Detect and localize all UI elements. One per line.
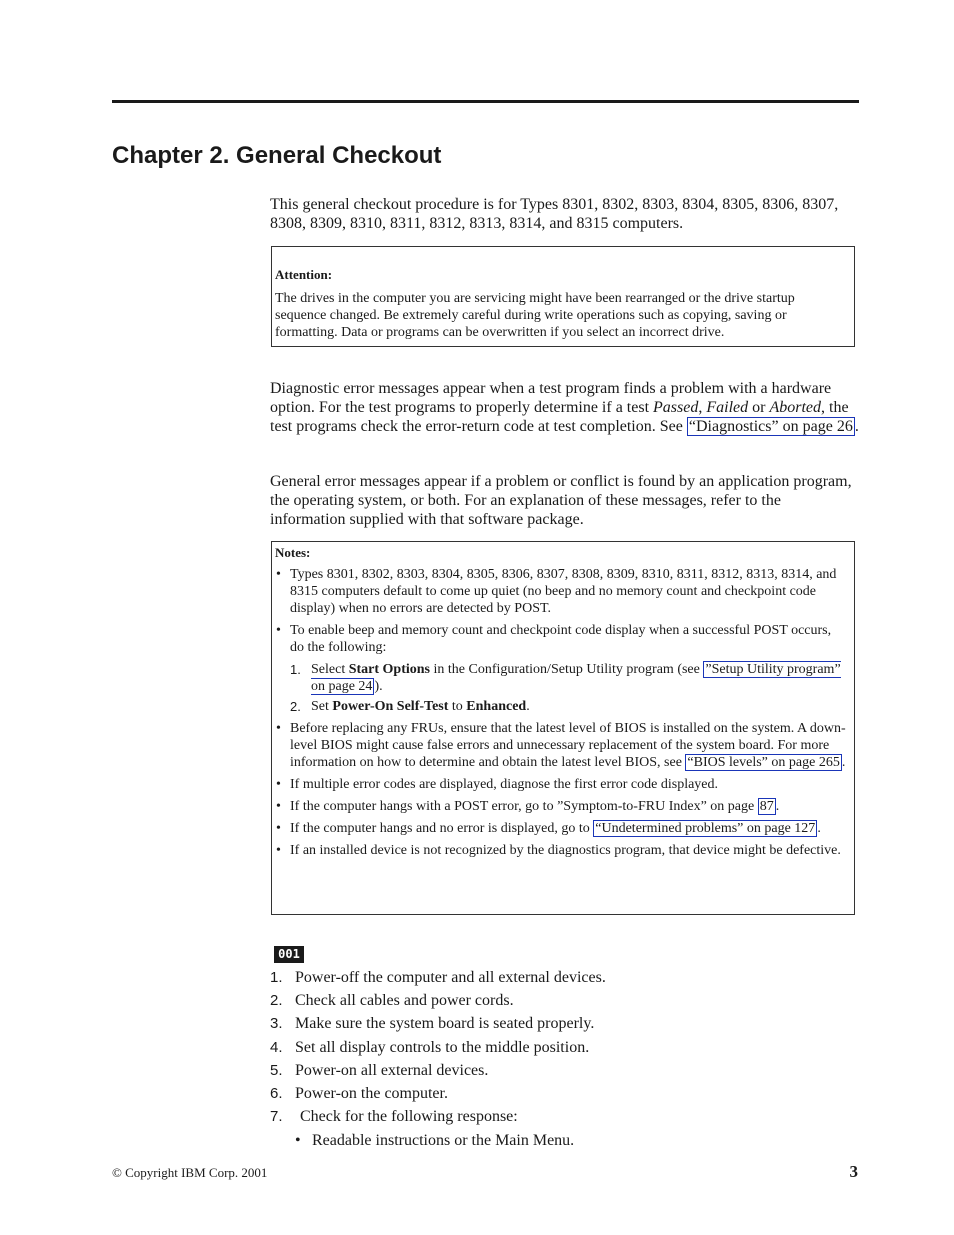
diag-text-3: or [748,399,770,416]
header-rule [112,100,859,103]
step-number: 1. [270,969,283,986]
copyright-footer: © Copyright IBM Corp. 2001 [112,1165,268,1180]
diag-failed: Failed [706,399,749,416]
subitem-text: ). [374,679,383,694]
step-text: Power-on the computer. [295,1084,448,1102]
notes-list [275,566,848,859]
step-item [270,968,830,991]
note-text: . [841,755,846,770]
diagnostic-paragraph [270,379,860,436]
step-text: Power-on all external devices. [295,1061,489,1079]
diag-passed: Passed [653,399,699,416]
step-item [270,1014,830,1037]
checkout-steps [270,968,830,1130]
step-number: 5. [270,1061,283,1079]
step-code-badge: 001 [274,946,304,963]
note-subitem [290,698,848,715]
post-term: Power-On Self-Test [332,699,449,714]
note-text: . [775,799,780,814]
note-item [275,798,848,815]
notes-label: Notes: [275,545,311,560]
note-item: • If an installed device is not recognized by the diagnostics program, that device might be defective. [275,842,848,859]
diagnostics-link[interactable]: “Diagnostics” on page 26 [688,418,853,435]
diag-text-1: Diagnostic error messages appear when a test program finds a problem with a hardware option. For the test programs to properly determine if a test [270,380,832,416]
diag-text-5: . [854,418,859,435]
symptom-page-link[interactable]: 87 [759,799,774,814]
response-subitem [295,1132,574,1150]
step-item [270,1107,830,1130]
note-sublist [290,661,848,715]
subitem-number: 2. [290,699,301,714]
subitem-text: . [526,699,530,714]
step-number: 3. [270,1015,283,1033]
step-number: 6. [270,1084,283,1102]
step-item [270,991,830,1014]
setup-utility-link[interactable]: ”Setup Utility program” on page 24 [311,662,841,694]
step-text: Power-off the computer and all external devices. [295,969,606,986]
note-subitem [290,661,848,695]
subitem-number: 1. [290,662,301,677]
step-number: 7. [270,1108,283,1126]
step-number: 2. [270,992,283,1010]
diag-text-4: , the test programs check the error-return code at test completion. See [270,399,849,435]
note-text: . [817,821,821,836]
bios-levels-link[interactable]: “BIOS levels” on page 265 [687,755,840,770]
step-item [270,1038,830,1061]
note-text: If the computer hangs and no error is displayed, go to [290,821,594,836]
note-item: • If multiple error codes are displayed, diagnose the first error code displayed. [275,776,848,793]
note-item [275,820,848,837]
attention-label: Attention: [275,267,333,282]
enhanced-term: Enhanced [466,699,527,714]
subitem-text: Set [311,699,333,714]
start-options-term: Start Options [348,662,431,677]
subitem-text: to [448,699,467,714]
note-text: Before replacing any FRUs, ensure that the latest level of BIOS is installed on the system. A down-level BIOS might cause false errors and unnecessary replacement of the system board. For more information on how to determine and obtain the latest level BIOS, see [290,721,846,770]
diag-aborted: Aborted [769,399,821,416]
notes-box [271,541,855,915]
intro-paragraph: This general checkout procedure is for Types 8301, 8302, 8303, 8304, 8305, 8306, 8307, 8308, 8309, 8310, 8311, 8312, 8313, 8314, and 8315 computers. [270,196,839,232]
response-text: Readable instructions or the Main Menu. [312,1132,575,1149]
chapter-title: Chapter 2. General Checkout [112,142,442,169]
note-text: To enable beep and memory count and checkpoint code display when a successful POST occurs, do the following: [290,623,832,655]
note-item: • Types 8301, 8302, 8303, 8304, 8305, 8306, 8307, 8308, 8309, 8310, 8311, 8312, 8313, 8314, and 8315 computers default to come up quiet (no beep and no memory count and checkpoint code display) when no errors are detected by POST. [275,566,848,617]
note-item [275,622,848,715]
attention-box [271,246,855,347]
step-item [270,1084,830,1107]
attention-text: The drives in the computer you are servicing might have been rearranged or the drive startup sequence changed. Be extremely careful during write operations such as copying, saving or formatting. Data or programs can be overwritten if you select an incorrect drive. [275,291,795,340]
step-text: Make sure the system board is seated properly. [295,1015,595,1033]
step-text: Check for the following response: [300,1108,518,1126]
subitem-text: Select [311,662,349,677]
diag-text-2: , [698,399,707,416]
bullet-icon: • [295,1132,301,1149]
page-number: 3 [849,1162,858,1181]
general-errors-paragraph: General error messages appear if a problem or conflict is found by an application program, the operating system, or both. For an explanation of these messages, refer to the information supplied with that software package. [270,473,852,528]
step-text: Set all display controls to the middle position. [295,1038,590,1056]
step-text: Check all cables and power cords. [295,992,514,1010]
undetermined-problems-link[interactable]: “Undetermined problems” on page 127 [595,821,816,836]
subitem-text: in the Configuration/Setup Utility program (see [430,662,704,677]
step-number: 4. [270,1038,283,1056]
step-item [270,1061,830,1084]
note-item [275,720,848,771]
note-text: If the computer hangs with a POST error, go to ”Symptom-to-FRU Index” on page [290,799,758,814]
